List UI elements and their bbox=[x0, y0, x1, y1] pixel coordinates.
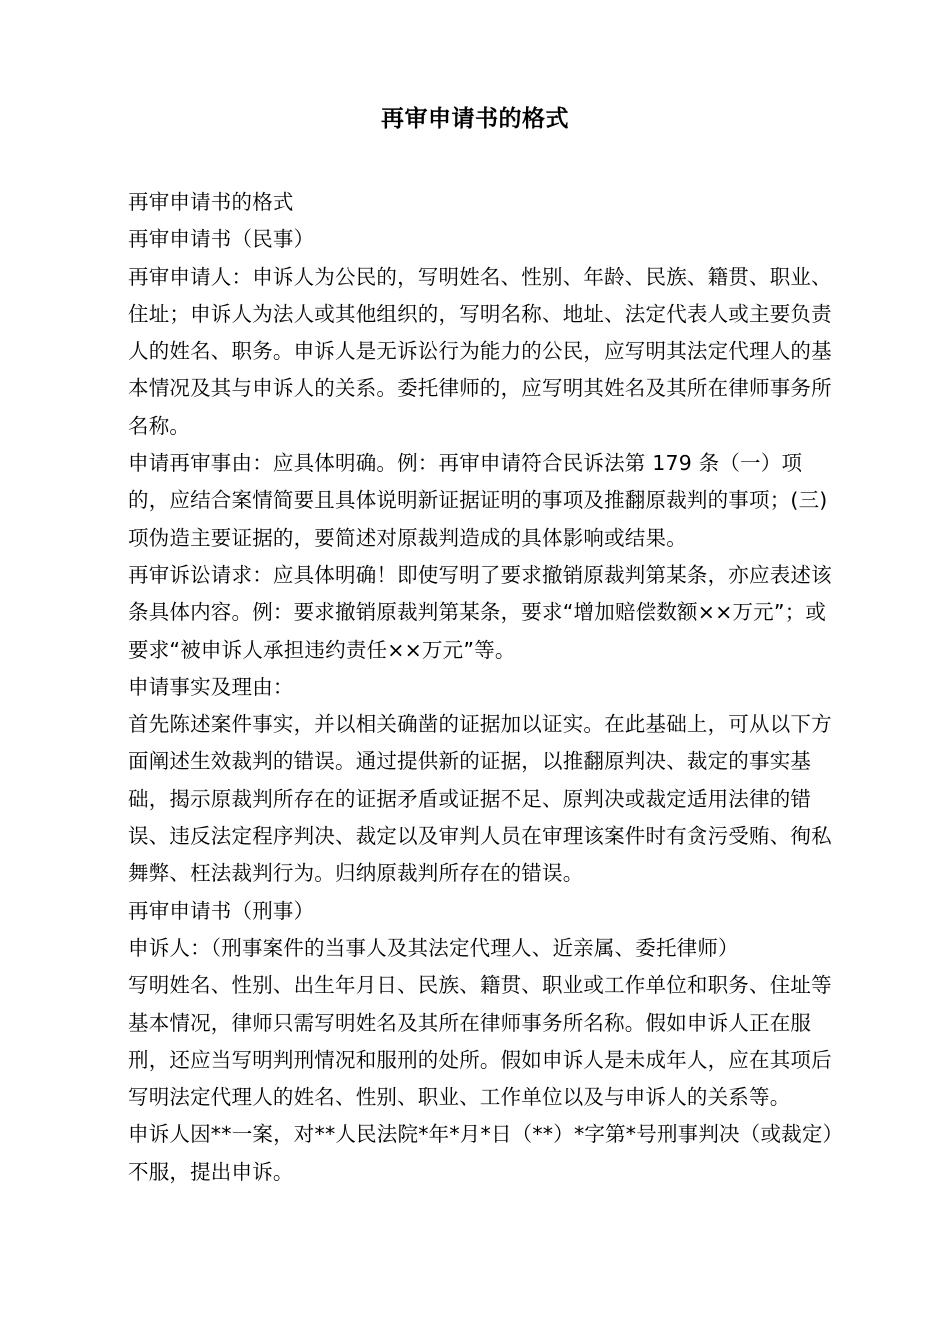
paragraph-heading: 再审申请书的格式 bbox=[128, 190, 294, 214]
paragraph-criminal-heading: 再审申请书（刑事） bbox=[128, 898, 315, 923]
paragraph-applicant: 再审申请人：申诉人为公民的，写明姓名、性别、年龄、民族、籍贯、职业、住址；申诉人为法人或其他组织的，写明名称、地址、法定代表人或主要负责人的姓名、职务。申诉人是无诉讼行为能力的公民，应写明其法定代理人的基本情况及其与申诉人的关系。委托律师的，应写明其姓名及其所在律师事务所名称。 bbox=[128, 264, 832, 438]
paragraph-facts-heading: 申请事实及理由： bbox=[128, 674, 294, 699]
paragraph-facts: 首先陈述案件事实，并以相关确凿的证据加以证实。在此基础上，可从以下方面阐述生效裁判的错误。通过提供新的证据，以推翻原判决、裁定的事实基础，揭示原裁判所存在的证据矛盾或证据不足、原判决或裁定适用法律的错误、违反法定程序判决、裁定以及审判人员在审理该案件时有贪污受贿、徇私舞弊、枉法裁判行为。归纳原裁判所存在的错误。 bbox=[128, 712, 832, 886]
paragraph-appellant-details: 写明姓名、性别、出生年月日、民族、籍贯、职业或工作单位和职务、住址等基本情况，律师只需写明姓名及其所在律师事务所名称。假如申诉人正在服刑，还应当写明判刑情况和服刑的处所。假如申诉人是未成年人，应在其项后写明法定代理人的姓名、性别、职业、工作单位以及与申诉人的关系等。 bbox=[128, 973, 832, 1110]
paragraph-appellant: 申诉人：（刑事案件的当事人及其法定代理人、近亲属、委托律师） bbox=[128, 935, 739, 960]
document-body bbox=[128, 184, 838, 1191]
document-title: 再审申请书的格式 bbox=[381, 106, 569, 132]
paragraph-retrial-claim: 再审诉讼请求：应具体明确！即使写明了要求撤销原裁判第某条，亦应表述该条具体内容。例：要求撤销原裁判第某条，要求“增加赔偿数额××万元”；或要求“被申诉人承担违约责任××万元”等。 bbox=[128, 562, 832, 662]
paragraph-retrial-reason: 申请再审事由：应具体明确。例：再审申请符合民诉法第 179 条（一）项的，应结合案情简要且具体说明新证据证明的事项及推翻原裁判的事项；(三)项伪造主要证据的，要简述对原裁判造成的具体影响或结果。 bbox=[128, 451, 828, 550]
paragraph-civil-heading: 再审申请书（民事） bbox=[128, 227, 315, 252]
paragraph-appeal-statement: 申诉人因**一案，对**人民法院*年*月*日（**）*字第*号刑事判决（或裁定）不服，提出申诉。 bbox=[128, 1122, 833, 1184]
